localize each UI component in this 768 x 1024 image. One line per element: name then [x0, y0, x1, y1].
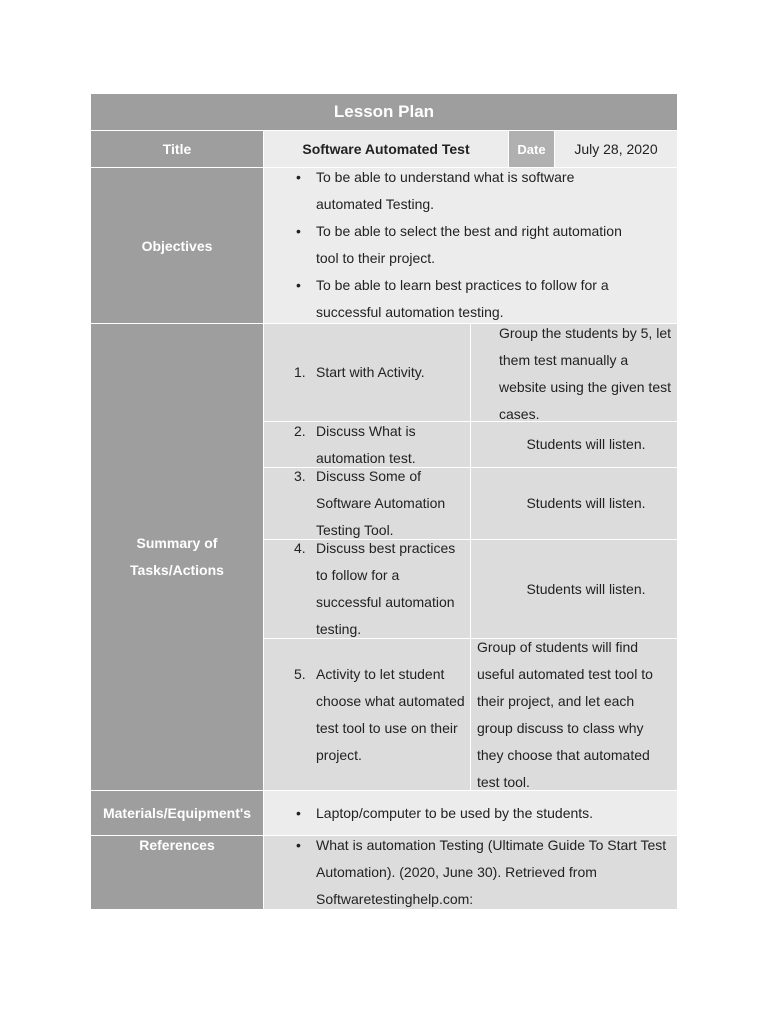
materials-item: • Laptop/computer to be used by the students. — [292, 800, 593, 827]
task-action: Students will listen. — [526, 580, 646, 597]
date-label-cell — [509, 131, 554, 167]
task-number: 1. — [294, 364, 306, 380]
task-action: Group the students by 5, let them test manually a website using the given test cases. — [499, 325, 671, 422]
materials-cell — [264, 791, 677, 835]
task-row-2-task-cell — [264, 422, 470, 467]
task-number: 2. — [294, 423, 306, 439]
references-label: References — [139, 837, 215, 853]
title-value-cell — [264, 131, 508, 167]
task-row-2-action-cell — [471, 422, 677, 467]
task-row-5-action-cell — [471, 639, 677, 790]
task-row-3-action-cell — [471, 468, 677, 539]
lesson-title: Software Automated Test — [302, 141, 470, 157]
objectives-label-cell — [91, 168, 263, 323]
task-row-3-task-cell — [264, 468, 470, 539]
references-list — [292, 832, 670, 913]
task-text: Discuss best practices to follow for a successful automation testing. — [316, 540, 456, 637]
task-action: Students will listen. — [526, 436, 646, 452]
task-number: 3. — [294, 468, 306, 484]
task-item — [294, 463, 466, 544]
task-row-4-action-cell — [471, 540, 677, 638]
objectives-label: Objectives — [141, 237, 213, 254]
materials-label-cell — [91, 791, 263, 835]
task-number: 4. — [294, 540, 306, 556]
lesson-plan-header — [91, 94, 677, 130]
task-text: Discuss What is automation test. — [316, 423, 416, 466]
references-cell — [264, 836, 677, 909]
task-row-4-task-cell — [264, 540, 470, 638]
page-title: Lesson Plan — [333, 102, 435, 121]
date-value-cell — [555, 131, 677, 167]
task-number: 5. — [294, 665, 306, 682]
title-label: Title — [162, 141, 192, 157]
materials-list — [292, 800, 593, 827]
task-action: Students will listen. — [526, 495, 646, 511]
task-text: Discuss Some of Software Automation Testing Tool. — [316, 468, 446, 538]
task-action: Group of students will find useful automated test tool to their project, and let each group discuss to class why they choose that automated test tool. — [477, 639, 653, 790]
materials-label: Materials/Equipment's — [102, 805, 252, 821]
task-text: Activity to let student choose what automated test tool to use on their project. — [316, 665, 465, 763]
objective-item: • To be able to learn best practices to follow for a successful automation testing. — [292, 272, 637, 326]
objective-item: • To be able to select the best and right automation tool to their project. — [292, 218, 637, 272]
references-label-cell — [91, 836, 263, 909]
task-item — [294, 359, 466, 386]
task-row-1-action-cell — [471, 324, 677, 421]
task-item — [294, 535, 466, 643]
task-row-5-task-cell — [264, 639, 470, 790]
tasks-label-cell — [91, 324, 263, 790]
objective-item: • To be able to understand what is software automated Testing. — [292, 164, 637, 218]
date-label: Date — [517, 141, 546, 157]
objectives-cell — [264, 168, 677, 323]
objectives-list — [292, 164, 637, 326]
task-text: Start with Activity. — [316, 364, 425, 380]
task-item — [294, 661, 466, 769]
title-label-cell — [91, 131, 263, 167]
lesson-date: July 28, 2020 — [574, 141, 658, 157]
tasks-label: Summary of Tasks/Actions — [130, 535, 224, 578]
reference-item: • What is automation Testing (Ultimate Guide To Start Test Automation). (2020, June 30). Retrieved from Softwaretestinghelp.com: — [292, 832, 670, 913]
task-row-1-task-cell — [264, 324, 470, 421]
